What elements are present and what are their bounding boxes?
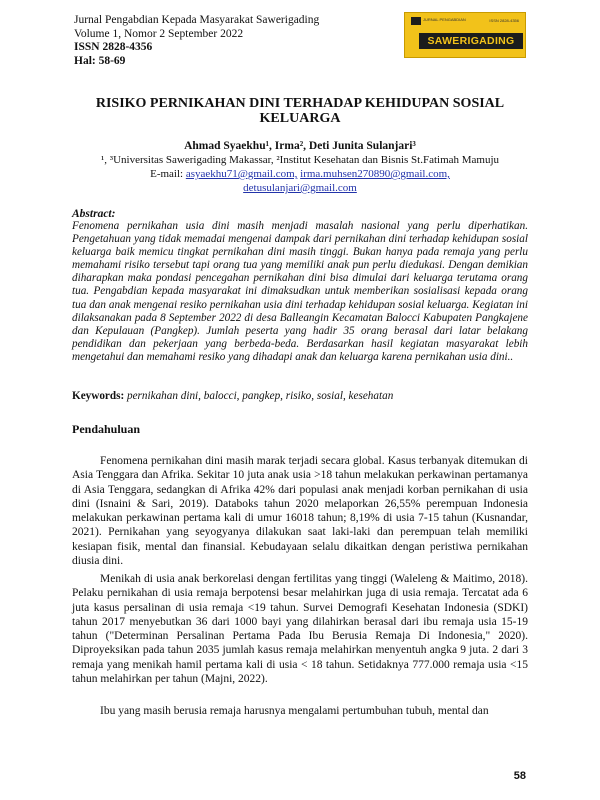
page-number: 58: [513, 770, 526, 782]
email-link-3[interactable]: detusulanjari@gmail.com: [243, 182, 357, 194]
abstract-label: Abstract:: [72, 208, 116, 220]
paper-affiliation: ¹, ³Universitas Sawerigading Makassar, ²Institut Kesehatan dan Bisnis St.Fatimah Mamuju: [100, 154, 500, 166]
keywords-text: pernikahan dini, balocci, pangkep, risiko, sosial, kesehatan: [124, 390, 394, 402]
logo-name: SAWERIGADING: [419, 33, 523, 49]
logo-issn-text: ISSN 2828-4356: [489, 18, 519, 23]
logo-mark-icon: [411, 17, 421, 25]
logo-small-text: JURNAL PENGABDIAN: [423, 17, 466, 22]
keywords: [72, 390, 393, 402]
journal-name: Jurnal Pengabdian Kepada Masyarakat Sawerigading: [74, 14, 320, 26]
journal-issn: ISSN 2828-4356: [74, 41, 153, 53]
keywords-label: Keywords:: [72, 390, 125, 402]
paragraph-1: Fenomena pernikahan dini masih marak terjadi secara global. Kasus terbanyak ditemukan di Asia Tenggara dan Afrika. Sekitar 10 juta anak usia >18 tahun melakukan perkawinan pertamanya di Asia Tenggara, sedangkan di Afrika 42% dari populasi anak menjadi korban pernikahan di usia dini (Isnaini & Sari, 2019). Databoks tahun 2020 melaporkan 26,55% perempuan Indonesia melakukan perkawinan pertama kali di umur 16018 tahun; 8,19% di usia 7-15 tahun (Kusnandar, 2021). Pernikahan yang seyogyanya dilakukan saat laki-laki dan perempuan telah memiliki kesiapan fisik, mental dan finansial. Kebudayaan selalu dikaitkan dengan peristiwa pernikahan diusia dini.: [72, 455, 528, 568]
email-link-2[interactable]: irma.muhsen270890@gmail.com,: [300, 168, 450, 180]
paragraph-3: Ibu yang masih berusia remaja harusnya mengalami pertumbuhan tubuh, mental dan: [100, 705, 489, 717]
journal-pages: Hal: 58-69: [74, 54, 126, 67]
paragraph-2: Menikah di usia anak berkorelasi dengan fertilitas yang tinggi (Waleleng & Maitimo, 2018). Pelaku pernikahan di usia remaja berpotensi besar melahirkan juga di usia remaja. Tercatat ada 6 juta kasus persalinan di usia remaja <19 tahun. Survei Demografi Kesehatan Indonesia (SDKI) tahun 2017 menyebutkan 36 dari 1000 bayi yang dilahirkan berasal dari ibu remaja usia 15-19 tahun ("Determinan Persalinan Pertama Pada Ibu Berusia Remaja Di Indonesia," 2020). Diproyeksikan pada tahun 2035 jumlah kasus remaja melahirkan menyentuh angka 9 juta. 2 dari 3 remaja yang menikah hamil pertama kali di usia < 18 tahun. Setidaknya 777.000 remaja usia <15 tahun melahirkan per tahun (Majni, 2022).: [72, 573, 528, 686]
email-label: E-mail:: [150, 168, 186, 180]
journal-logo: [404, 12, 526, 58]
journal-volume: Volume 1, Nomor 2 September 2022: [74, 27, 244, 40]
paper-emails: [0, 167, 600, 195]
email-link-1[interactable]: asyaekhu71@gmail.com,: [185, 168, 298, 180]
abstract-text: Fenomena pernikahan usia dini masih menjadi masalah nasional yang perlu diperhatikan. Pengetahuan yang tidak memadai mengenai dampak dari pernikahan dini terhadap kehidupan sosial keluarga baik memicu tingkat pernikahan dini masih tinggi. Bukan hanya pada remaja yang perlu memahami risiko tersebut tapi orang tua yang memiliki anak pun perlu diedukasi. Dengan demikian diharapkan maka pondasi pencegahan pernikahan dini bisa dimulai dari keluarga terutama orang tua. Pengabdian kepada masyarakat ini dimaksudkan untuk memberikan sosialisasi kepada orang tua dan anak mengenai resiko pernikahan usia dini terhadap kehidupan sosial keluarga. Kegiatan ini dilaksanakan pada 8 September 2022 di desa Balleangin Kecamatan Balocci Kabupaten Pangkajene dan Kepulauan (Pangkep). Jumlah peserta yang hadir 35 orang berasal dari latar belakang pendidikan dan pekerjaan yang berbeda-beda. Berdasarkan hasil kegiatan masyarakat lebih mengetahui dan memahami resiko yang dihadapi anak dan keluarga karena pernikahan usia dini..: [72, 220, 528, 363]
paper-authors: Ahmad Syaekhu¹, Irma², Deti Junita Sulanjari³: [184, 140, 416, 152]
section-title: Pendahuluan: [72, 422, 141, 436]
journal-header: [74, 14, 319, 68]
paper-title: RISIKO PERNIKAHAN DINI TERHADAP KEHIDUPAN SOSIAL KELUARGA: [95, 96, 505, 126]
